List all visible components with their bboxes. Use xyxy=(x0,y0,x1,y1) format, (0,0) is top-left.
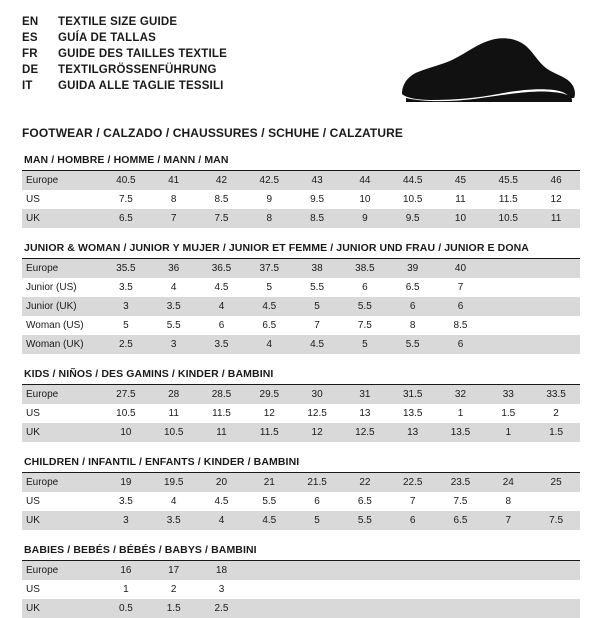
table-row xyxy=(22,209,580,228)
size-cell: 7 xyxy=(389,492,437,511)
size-cell xyxy=(484,580,532,599)
size-cell: 5.5 xyxy=(341,511,389,530)
size-cell: 13.5 xyxy=(389,404,437,423)
size-cell xyxy=(437,561,485,580)
size-cell: 32 xyxy=(437,385,485,404)
size-cell: 28.5 xyxy=(198,385,246,404)
size-cell: 4.5 xyxy=(198,492,246,511)
row-label: US xyxy=(22,580,102,599)
size-cell: 33 xyxy=(484,385,532,404)
size-cell xyxy=(389,599,437,618)
table-row xyxy=(22,385,580,404)
size-cell: 28 xyxy=(150,385,198,404)
size-cell: 45 xyxy=(437,171,485,190)
size-table-body xyxy=(22,473,580,530)
size-section xyxy=(22,154,580,228)
table-row xyxy=(22,297,580,316)
size-table xyxy=(22,259,580,354)
size-cell: 10 xyxy=(437,209,485,228)
size-cell: 12.5 xyxy=(341,423,389,442)
size-cell xyxy=(437,580,485,599)
row-label: Europe xyxy=(22,259,102,278)
size-cell xyxy=(389,580,437,599)
size-cell: 6.5 xyxy=(341,492,389,511)
size-cell: 39 xyxy=(389,259,437,278)
size-cell: 10.5 xyxy=(389,190,437,209)
size-cell: 7.5 xyxy=(532,511,580,530)
size-cell: 3.5 xyxy=(150,297,198,316)
size-cell: 3 xyxy=(102,297,150,316)
size-cell: 21.5 xyxy=(293,473,341,492)
size-cell: 3.5 xyxy=(150,511,198,530)
size-cell: 20 xyxy=(198,473,246,492)
size-cell: 4.5 xyxy=(245,297,293,316)
table-row xyxy=(22,316,580,335)
size-cell: 18 xyxy=(198,561,246,580)
size-cell: 10.5 xyxy=(102,404,150,423)
size-cell: 36 xyxy=(150,259,198,278)
size-cell: 3 xyxy=(198,580,246,599)
size-cell xyxy=(341,580,389,599)
size-cell: 8 xyxy=(484,492,532,511)
size-cell: 23.5 xyxy=(437,473,485,492)
size-cell: 41 xyxy=(150,171,198,190)
size-cell: 38.5 xyxy=(341,259,389,278)
size-cell: 21 xyxy=(245,473,293,492)
size-cell: 7 xyxy=(437,278,485,297)
size-cell: 36.5 xyxy=(198,259,246,278)
size-cell: 37.5 xyxy=(245,259,293,278)
size-cell: 2 xyxy=(532,404,580,423)
size-cell: 9.5 xyxy=(389,209,437,228)
size-cell: 11 xyxy=(437,190,485,209)
table-row xyxy=(22,599,580,618)
size-cell xyxy=(532,259,580,278)
size-cell: 13 xyxy=(341,404,389,423)
row-label: Europe xyxy=(22,171,102,190)
table-row xyxy=(22,473,580,492)
size-cell xyxy=(484,316,532,335)
size-table xyxy=(22,171,580,228)
size-cell: 5.5 xyxy=(150,316,198,335)
size-cell: 4.5 xyxy=(245,511,293,530)
size-cell: 6 xyxy=(389,511,437,530)
table-row xyxy=(22,259,580,278)
row-label: Junior (US) xyxy=(22,278,102,297)
size-cell: 4 xyxy=(150,278,198,297)
size-cell: 3 xyxy=(150,335,198,354)
size-cell: 31 xyxy=(341,385,389,404)
size-cell: 10 xyxy=(102,423,150,442)
size-cell: 5.5 xyxy=(293,278,341,297)
size-cell: 7.5 xyxy=(198,209,246,228)
table-row xyxy=(22,423,580,442)
size-cell: 8.5 xyxy=(198,190,246,209)
size-cell: 17 xyxy=(150,561,198,580)
language-title: GUIDA ALLE TAGLIE TESSILI xyxy=(58,80,224,92)
language-code: FR xyxy=(22,48,38,60)
language-code: EN xyxy=(22,16,39,28)
size-cell: 44 xyxy=(341,171,389,190)
size-cell: 5 xyxy=(293,297,341,316)
size-cell: 5 xyxy=(293,511,341,530)
language-code: DE xyxy=(22,64,39,76)
size-cell xyxy=(532,492,580,511)
size-cell: 1 xyxy=(484,423,532,442)
size-cell: 45.5 xyxy=(484,171,532,190)
size-cell: 19.5 xyxy=(150,473,198,492)
size-cell: 22 xyxy=(341,473,389,492)
size-cell: 2 xyxy=(150,580,198,599)
size-table-body xyxy=(22,561,580,618)
size-cell: 8 xyxy=(389,316,437,335)
size-cell: 9.5 xyxy=(293,190,341,209)
size-cell: 7 xyxy=(150,209,198,228)
size-cell: 42.5 xyxy=(245,171,293,190)
size-cell: 1.5 xyxy=(484,404,532,423)
size-cell: 8 xyxy=(150,190,198,209)
size-cell: 27.5 xyxy=(102,385,150,404)
size-cell xyxy=(484,278,532,297)
size-cell: 5 xyxy=(341,335,389,354)
size-section-title: JUNIOR & WOMAN / JUNIOR Y MUJER / JUNIOR ET FEMME / JUNIOR UND FRAU / JUNIOR E DONA xyxy=(22,242,580,259)
size-section-title: CHILDREN / INFANTIL / ENFANTS / KINDER / BAMBINI xyxy=(22,456,580,473)
size-cell: 38 xyxy=(293,259,341,278)
size-cell: 29.5 xyxy=(245,385,293,404)
language-title-list xyxy=(22,16,227,96)
size-cell: 6.5 xyxy=(245,316,293,335)
size-cell: 8.5 xyxy=(437,316,485,335)
size-cell: 11.5 xyxy=(484,190,532,209)
size-cell: 13 xyxy=(389,423,437,442)
size-table xyxy=(22,385,580,442)
dress-shoe-icon xyxy=(398,32,578,112)
size-cell xyxy=(484,599,532,618)
size-cell: 31.5 xyxy=(389,385,437,404)
row-label: Junior (UK) xyxy=(22,297,102,316)
size-cell: 6 xyxy=(198,316,246,335)
size-cell: 5 xyxy=(102,316,150,335)
size-cell: 3.5 xyxy=(102,492,150,511)
size-cell xyxy=(532,599,580,618)
size-section xyxy=(22,242,580,354)
size-cell: 2.5 xyxy=(198,599,246,618)
row-label: UK xyxy=(22,209,102,228)
size-cell: 33.5 xyxy=(532,385,580,404)
size-cell xyxy=(484,335,532,354)
size-cell xyxy=(293,599,341,618)
table-row xyxy=(22,511,580,530)
size-cell: 6.5 xyxy=(437,511,485,530)
language-title: TEXTILGRÖSSENFÜHRUNG xyxy=(58,64,217,76)
size-table-body xyxy=(22,171,580,228)
size-cell: 12 xyxy=(293,423,341,442)
size-cell: 46 xyxy=(532,171,580,190)
table-row xyxy=(22,278,580,297)
row-label: Woman (US) xyxy=(22,316,102,335)
table-row xyxy=(22,171,580,190)
size-cell xyxy=(532,297,580,316)
size-cell: 2.5 xyxy=(102,335,150,354)
size-cell: 11.5 xyxy=(245,423,293,442)
size-cell: 11 xyxy=(532,209,580,228)
size-cell: 5 xyxy=(245,278,293,297)
size-section-title: BABIES / BEBÉS / BÉBÉS / BABYS / BAMBINI xyxy=(22,544,580,561)
size-cell: 7.5 xyxy=(341,316,389,335)
language-code: IT xyxy=(22,80,33,92)
size-cell: 12.5 xyxy=(293,404,341,423)
table-row xyxy=(22,561,580,580)
size-cell: 13.5 xyxy=(437,423,485,442)
size-cell xyxy=(532,335,580,354)
size-cell: 11 xyxy=(198,423,246,442)
size-cell: 0.5 xyxy=(102,599,150,618)
size-cell xyxy=(293,561,341,580)
size-cell xyxy=(341,561,389,580)
row-label: US xyxy=(22,404,102,423)
size-cell xyxy=(484,561,532,580)
row-label: UK xyxy=(22,599,102,618)
size-cell: 1.5 xyxy=(150,599,198,618)
size-cell xyxy=(484,297,532,316)
size-cell: 11 xyxy=(150,404,198,423)
size-cell: 25 xyxy=(532,473,580,492)
size-cell: 6.5 xyxy=(389,278,437,297)
size-cell: 6.5 xyxy=(102,209,150,228)
size-cell xyxy=(532,316,580,335)
size-table-body xyxy=(22,385,580,442)
language-code: ES xyxy=(22,32,38,44)
size-cell: 43 xyxy=(293,171,341,190)
size-cell: 10 xyxy=(341,190,389,209)
size-cell: 40 xyxy=(437,259,485,278)
size-cell: 4 xyxy=(198,297,246,316)
language-title-body xyxy=(22,16,227,96)
size-cell xyxy=(245,599,293,618)
size-cell xyxy=(437,599,485,618)
size-cell: 3.5 xyxy=(198,335,246,354)
size-cell: 10.5 xyxy=(484,209,532,228)
size-cell: 1 xyxy=(102,580,150,599)
size-cell: 5.5 xyxy=(341,297,389,316)
size-cell: 42 xyxy=(198,171,246,190)
size-cell: 12 xyxy=(245,404,293,423)
size-cell: 8 xyxy=(245,209,293,228)
table-row xyxy=(22,492,580,511)
size-cell: 4.5 xyxy=(293,335,341,354)
size-cell: 7 xyxy=(484,511,532,530)
row-label: UK xyxy=(22,423,102,442)
size-cell: 1.5 xyxy=(532,423,580,442)
size-cell: 10.5 xyxy=(150,423,198,442)
language-row xyxy=(22,64,227,80)
row-label: Europe xyxy=(22,473,102,492)
size-cell: 4 xyxy=(198,511,246,530)
size-section xyxy=(22,368,580,442)
size-cell: 40.5 xyxy=(102,171,150,190)
size-cell: 1 xyxy=(437,404,485,423)
size-cell: 6 xyxy=(389,297,437,316)
size-cell: 12 xyxy=(532,190,580,209)
table-row xyxy=(22,404,580,423)
size-cell xyxy=(532,278,580,297)
language-title: TEXTILE SIZE GUIDE xyxy=(58,16,178,28)
size-cell: 4 xyxy=(245,335,293,354)
language-row xyxy=(22,80,227,96)
size-sections xyxy=(22,154,580,618)
size-cell: 24 xyxy=(484,473,532,492)
size-table xyxy=(22,561,580,618)
language-row xyxy=(22,48,227,64)
size-cell: 8.5 xyxy=(293,209,341,228)
size-section-title: KIDS / NIÑOS / DES GAMINS / KINDER / BAMBINI xyxy=(22,368,580,385)
row-label: US xyxy=(22,190,102,209)
size-cell: 7.5 xyxy=(102,190,150,209)
size-cell xyxy=(245,561,293,580)
table-row xyxy=(22,335,580,354)
row-label: Europe xyxy=(22,561,102,580)
row-label: Woman (UK) xyxy=(22,335,102,354)
size-cell: 4.5 xyxy=(198,278,246,297)
size-section xyxy=(22,456,580,530)
size-section-title: MAN / HOMBRE / HOMME / MANN / MAN xyxy=(22,154,580,171)
size-cell: 16 xyxy=(102,561,150,580)
size-cell: 6 xyxy=(437,297,485,316)
table-row xyxy=(22,190,580,209)
size-cell: 19 xyxy=(102,473,150,492)
size-cell: 7.5 xyxy=(437,492,485,511)
size-cell xyxy=(341,599,389,618)
size-cell: 5.5 xyxy=(389,335,437,354)
size-cell: 5.5 xyxy=(245,492,293,511)
size-cell xyxy=(245,580,293,599)
size-cell: 30 xyxy=(293,385,341,404)
size-cell: 11.5 xyxy=(198,404,246,423)
size-cell: 22.5 xyxy=(389,473,437,492)
size-cell xyxy=(532,580,580,599)
document-header xyxy=(22,16,580,116)
language-title: GUÍA DE TALLAS xyxy=(58,32,156,44)
size-table-body xyxy=(22,259,580,354)
language-title: GUIDE DES TAILLES TEXTILE xyxy=(58,48,227,60)
size-cell: 3 xyxy=(102,511,150,530)
row-label: Europe xyxy=(22,385,102,404)
row-label: UK xyxy=(22,511,102,530)
size-cell: 7 xyxy=(293,316,341,335)
size-section xyxy=(22,544,580,618)
size-cell: 44.5 xyxy=(389,171,437,190)
size-cell xyxy=(293,580,341,599)
table-row xyxy=(22,580,580,599)
size-cell: 6 xyxy=(437,335,485,354)
size-cell: 6 xyxy=(293,492,341,511)
size-cell: 6 xyxy=(341,278,389,297)
size-table xyxy=(22,473,580,530)
size-cell: 9 xyxy=(245,190,293,209)
size-cell: 4 xyxy=(150,492,198,511)
size-cell: 3.5 xyxy=(102,278,150,297)
category-line: FOOTWEAR / CALZADO / CHAUSSURES / SCHUHE / CALZATURE xyxy=(22,126,403,140)
size-cell xyxy=(484,259,532,278)
size-cell xyxy=(389,561,437,580)
row-label: US xyxy=(22,492,102,511)
size-cell: 35.5 xyxy=(102,259,150,278)
size-cell: 9 xyxy=(341,209,389,228)
language-row xyxy=(22,32,227,48)
size-cell xyxy=(532,561,580,580)
language-row xyxy=(22,16,227,32)
